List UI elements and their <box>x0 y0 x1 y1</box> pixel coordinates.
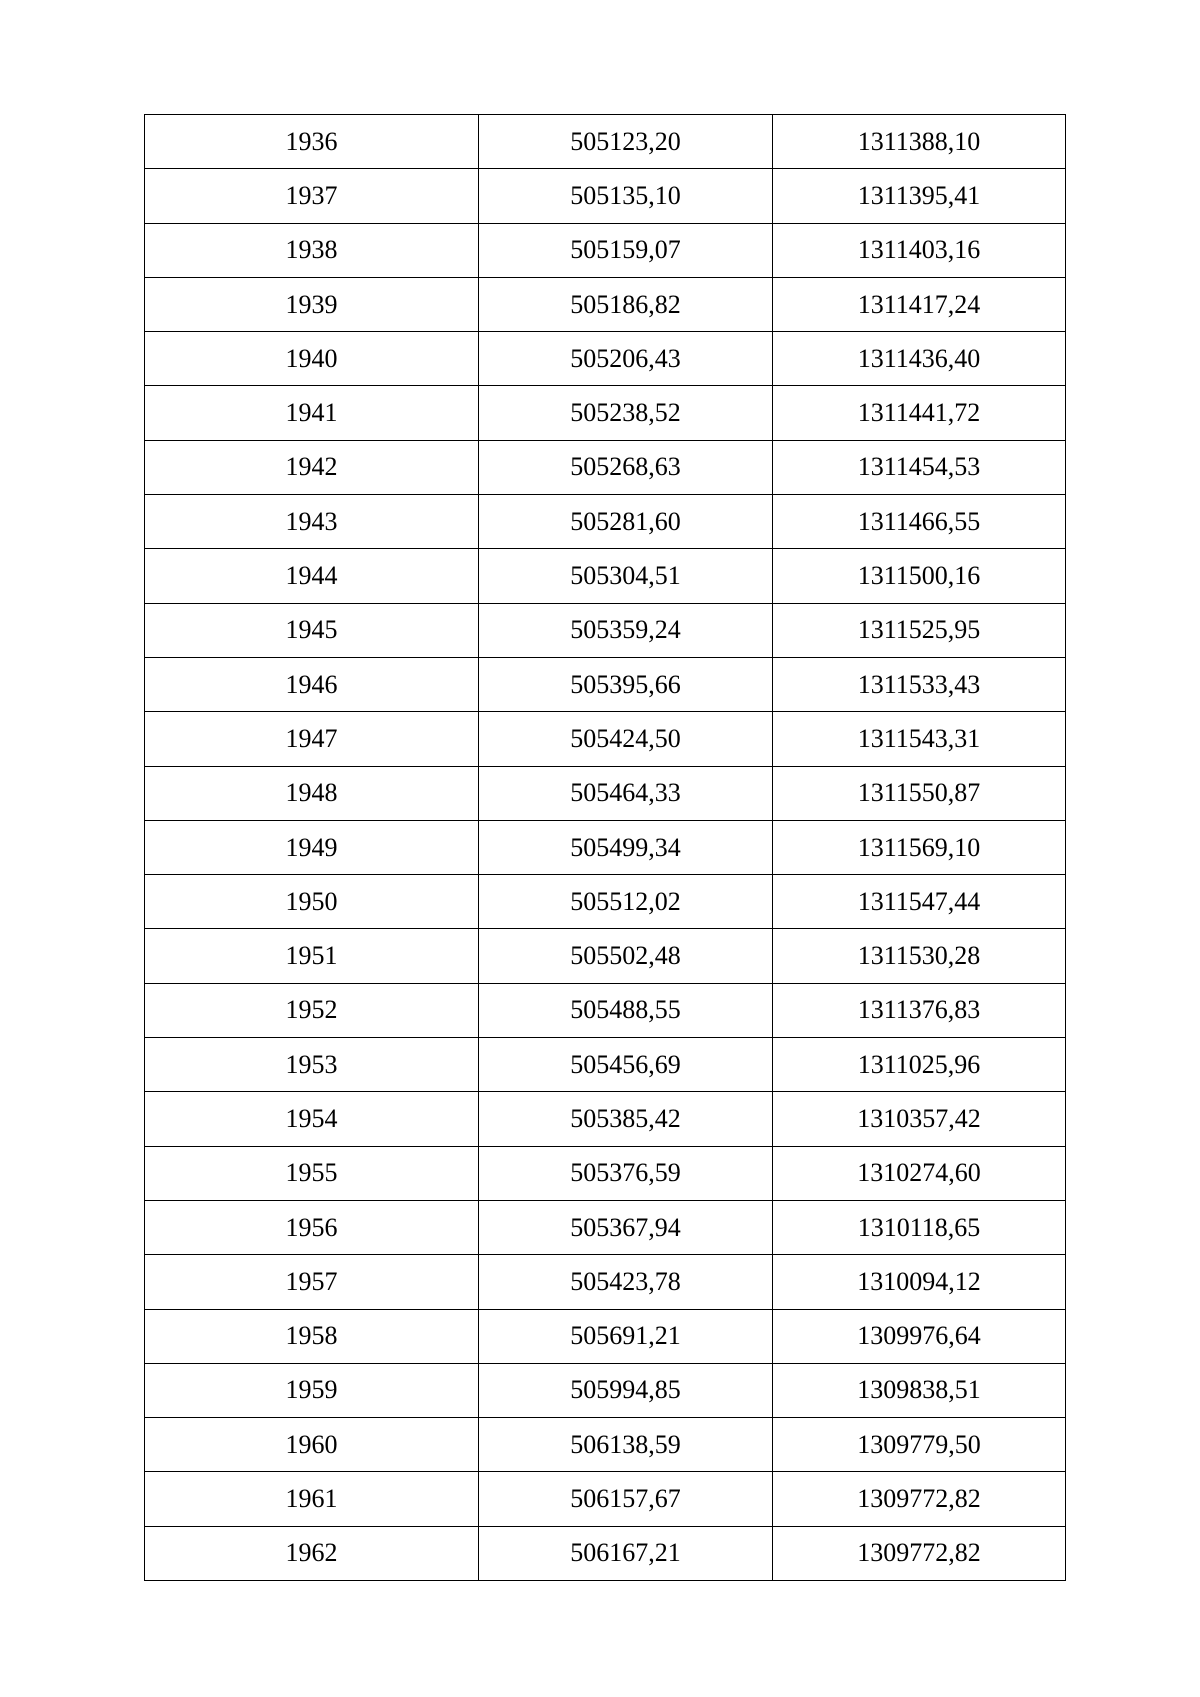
point-number-cell: 1938 <box>145 223 479 277</box>
table-row <box>145 495 1066 549</box>
x-coordinate-cell: 505512,02 <box>479 875 773 929</box>
table-row <box>145 549 1066 603</box>
y-coordinate-cell: 1310094,12 <box>773 1255 1066 1309</box>
x-coordinate-cell: 505206,43 <box>479 332 773 386</box>
x-coordinate-cell: 505488,55 <box>479 983 773 1037</box>
point-number-cell: 1954 <box>145 1092 479 1146</box>
x-coordinate-cell: 505123,20 <box>479 115 773 169</box>
point-number-cell: 1936 <box>145 115 479 169</box>
table-row <box>145 277 1066 331</box>
table-row <box>145 1200 1066 1254</box>
point-number-cell: 1942 <box>145 440 479 494</box>
x-coordinate-cell: 506157,67 <box>479 1472 773 1526</box>
point-number-cell: 1945 <box>145 603 479 657</box>
table-row <box>145 929 1066 983</box>
x-coordinate-cell: 505395,66 <box>479 657 773 711</box>
x-coordinate-cell: 505691,21 <box>479 1309 773 1363</box>
table-body <box>145 115 1066 1581</box>
point-number-cell: 1947 <box>145 712 479 766</box>
point-number-cell: 1955 <box>145 1146 479 1200</box>
y-coordinate-cell: 1309772,82 <box>773 1526 1066 1580</box>
x-coordinate-cell: 505135,10 <box>479 169 773 223</box>
point-number-cell: 1962 <box>145 1526 479 1580</box>
x-coordinate-cell: 505499,34 <box>479 820 773 874</box>
y-coordinate-cell: 1311533,43 <box>773 657 1066 711</box>
point-number-cell: 1937 <box>145 169 479 223</box>
x-coordinate-cell: 505367,94 <box>479 1200 773 1254</box>
y-coordinate-cell: 1309772,82 <box>773 1472 1066 1526</box>
table-row <box>145 1472 1066 1526</box>
x-coordinate-cell: 505376,59 <box>479 1146 773 1200</box>
x-coordinate-cell: 506167,21 <box>479 1526 773 1580</box>
table-row <box>145 332 1066 386</box>
x-coordinate-cell: 505464,33 <box>479 766 773 820</box>
y-coordinate-cell: 1311441,72 <box>773 386 1066 440</box>
table-row <box>145 603 1066 657</box>
table-row <box>145 223 1066 277</box>
table-row <box>145 1526 1066 1580</box>
point-number-cell: 1943 <box>145 495 479 549</box>
x-coordinate-cell: 505268,63 <box>479 440 773 494</box>
table-row <box>145 1092 1066 1146</box>
x-coordinate-cell: 505359,24 <box>479 603 773 657</box>
table-row <box>145 169 1066 223</box>
y-coordinate-cell: 1310357,42 <box>773 1092 1066 1146</box>
table-row <box>145 1363 1066 1417</box>
y-coordinate-cell: 1311530,28 <box>773 929 1066 983</box>
table-row <box>145 1309 1066 1363</box>
x-coordinate-cell: 505385,42 <box>479 1092 773 1146</box>
x-coordinate-cell: 505423,78 <box>479 1255 773 1309</box>
table-row <box>145 1038 1066 1092</box>
table-row <box>145 115 1066 169</box>
point-number-cell: 1948 <box>145 766 479 820</box>
point-number-cell: 1959 <box>145 1363 479 1417</box>
x-coordinate-cell: 506138,59 <box>479 1418 773 1472</box>
point-number-cell: 1953 <box>145 1038 479 1092</box>
y-coordinate-cell: 1311403,16 <box>773 223 1066 277</box>
x-coordinate-cell: 505304,51 <box>479 549 773 603</box>
y-coordinate-cell: 1311417,24 <box>773 277 1066 331</box>
y-coordinate-cell: 1311388,10 <box>773 115 1066 169</box>
x-coordinate-cell: 505994,85 <box>479 1363 773 1417</box>
y-coordinate-cell: 1309779,50 <box>773 1418 1066 1472</box>
point-number-cell: 1940 <box>145 332 479 386</box>
y-coordinate-cell: 1311550,87 <box>773 766 1066 820</box>
table-row <box>145 386 1066 440</box>
x-coordinate-cell: 505238,52 <box>479 386 773 440</box>
y-coordinate-cell: 1310118,65 <box>773 1200 1066 1254</box>
y-coordinate-cell: 1311395,41 <box>773 169 1066 223</box>
table-row <box>145 1146 1066 1200</box>
y-coordinate-cell: 1311466,55 <box>773 495 1066 549</box>
y-coordinate-cell: 1311569,10 <box>773 820 1066 874</box>
y-coordinate-cell: 1311500,16 <box>773 549 1066 603</box>
table-row <box>145 820 1066 874</box>
point-number-cell: 1950 <box>145 875 479 929</box>
point-number-cell: 1961 <box>145 1472 479 1526</box>
coordinates-table <box>144 114 1066 1581</box>
table-row <box>145 983 1066 1037</box>
point-number-cell: 1949 <box>145 820 479 874</box>
point-number-cell: 1944 <box>145 549 479 603</box>
y-coordinate-cell: 1309976,64 <box>773 1309 1066 1363</box>
point-number-cell: 1939 <box>145 277 479 331</box>
y-coordinate-cell: 1310274,60 <box>773 1146 1066 1200</box>
x-coordinate-cell: 505281,60 <box>479 495 773 549</box>
point-number-cell: 1956 <box>145 1200 479 1254</box>
x-coordinate-cell: 505159,07 <box>479 223 773 277</box>
y-coordinate-cell: 1311454,53 <box>773 440 1066 494</box>
point-number-cell: 1952 <box>145 983 479 1037</box>
point-number-cell: 1958 <box>145 1309 479 1363</box>
table-row <box>145 712 1066 766</box>
x-coordinate-cell: 505456,69 <box>479 1038 773 1092</box>
y-coordinate-cell: 1309838,51 <box>773 1363 1066 1417</box>
point-number-cell: 1941 <box>145 386 479 440</box>
table-row <box>145 440 1066 494</box>
point-number-cell: 1957 <box>145 1255 479 1309</box>
y-coordinate-cell: 1311525,95 <box>773 603 1066 657</box>
x-coordinate-cell: 505502,48 <box>479 929 773 983</box>
table-row <box>145 657 1066 711</box>
x-coordinate-cell: 505424,50 <box>479 712 773 766</box>
x-coordinate-cell: 505186,82 <box>479 277 773 331</box>
point-number-cell: 1951 <box>145 929 479 983</box>
table-row <box>145 1255 1066 1309</box>
point-number-cell: 1960 <box>145 1418 479 1472</box>
y-coordinate-cell: 1311547,44 <box>773 875 1066 929</box>
table-row <box>145 875 1066 929</box>
table-row <box>145 766 1066 820</box>
point-number-cell: 1946 <box>145 657 479 711</box>
y-coordinate-cell: 1311376,83 <box>773 983 1066 1037</box>
table-row <box>145 1418 1066 1472</box>
y-coordinate-cell: 1311025,96 <box>773 1038 1066 1092</box>
y-coordinate-cell: 1311543,31 <box>773 712 1066 766</box>
y-coordinate-cell: 1311436,40 <box>773 332 1066 386</box>
